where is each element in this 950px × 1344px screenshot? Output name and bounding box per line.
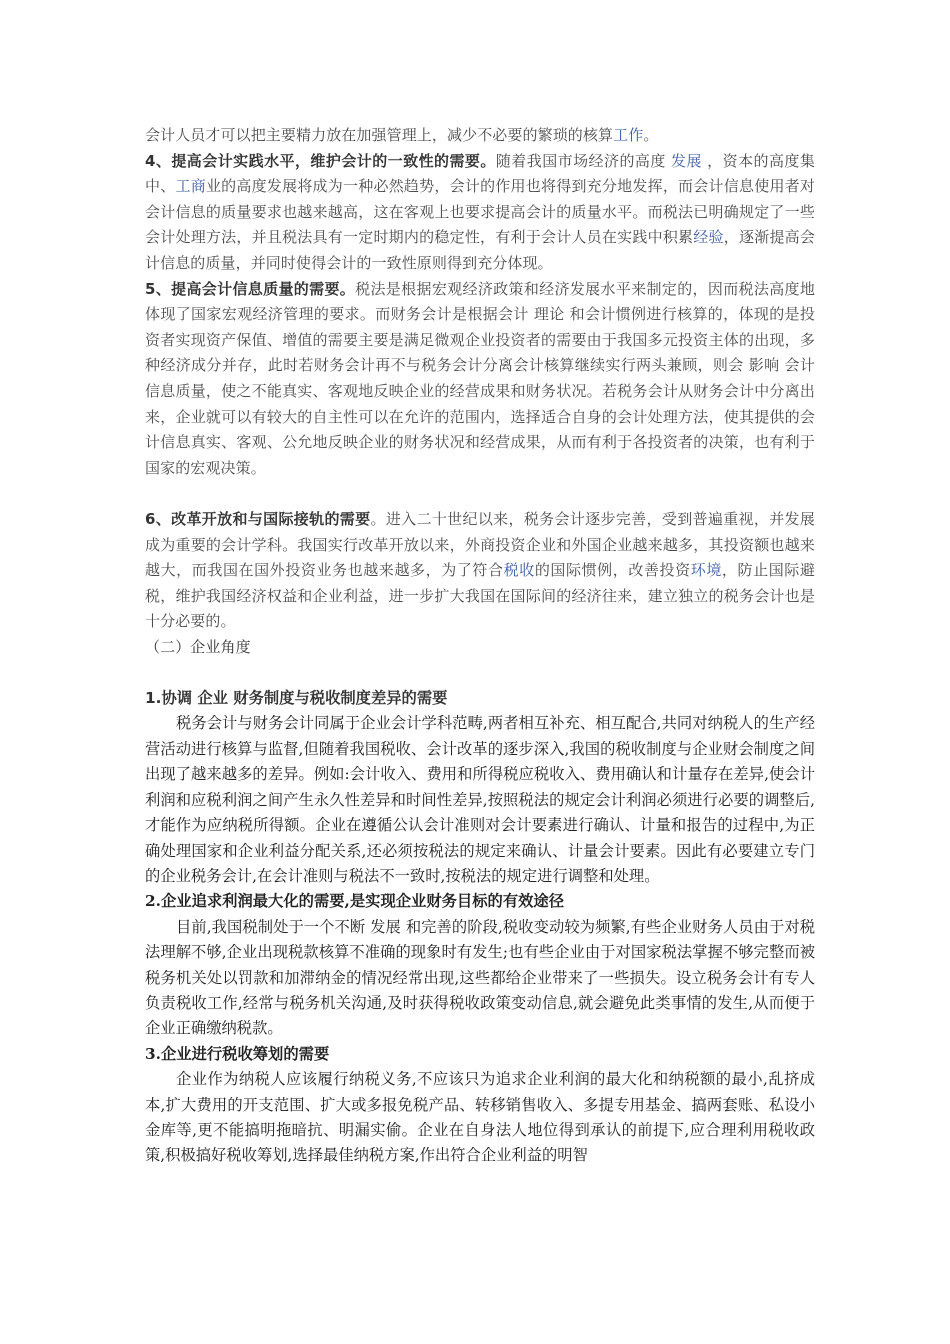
link-experience[interactable]: 经验 (693, 228, 724, 247)
paragraph-point-5: 5、提高会计信息质量的需要。税法是根据宏观经济政策和经济发展水平来制定的，因而税法高度地体现了国家宏观经济管理的要求。而财务会计是根据会计 理论 和会计惯例进行核算的，体现的是投资者实现资产保值、增值的需要主要是满足微观企业投资者的需要由于我国多元投资主体的出现，多种经济成分并存，此时若财务会计再不与税务会计分离会计核算继续实行两头兼顾，则会 影响 会计信息质量，使之不能真实、客观地反映企业的经营成果和财务状况。若税务会计从财务会计中分离出来，企业就可以有较大的自主性可以在允许的范围内，选择适合自身的会计处理方法，使其提供的会计信息真实、客观、公允地反映企业的财务状况和经营成果，从而有利于各投资者的决策，也有利于国家的宏观决策。 (145, 279, 815, 477)
link-development[interactable]: 发展 (671, 151, 702, 170)
link-practice[interactable]: 实践 (233, 151, 265, 170)
paragraph-continuation: 会计人员才可以把主要精力放在加强管理上，减少不必要的繁琐的核算工作。 (145, 126, 659, 144)
heading-1: 1.协调 企业 财务制度与税收制度差异的需要 (145, 689, 448, 708)
link-environment[interactable]: 环境 (690, 561, 722, 580)
document-page (145, 123, 815, 1169)
link-work[interactable]: 工作 (613, 126, 644, 144)
paragraph-point-4: 4、提高会计实践水平，维护会计的一致性的需要。随着我国市场经济的高度 发展 ，资本的高度集中、工商业的高度发展将成为一种必然趋势，会计的作用也将得到充分地发挥，而会计信息使用者对会计信息的质量要求也越来越高，这在客观上也要求提高会计的质量水平。而税法已明确规定了一些会计处理方法，并且税法具有一定时期内的稳定性，有利于会计人员在实践中积累经验，逐渐提高会计信息的质量，并同时使得会计的一致性原则得到充分体现。 (145, 151, 816, 272)
section-enterprise-perspective (145, 686, 815, 1169)
link-taxation[interactable]: 税收 (503, 561, 535, 580)
link-industry[interactable]: 工商 (175, 177, 206, 196)
paragraph-2: 目前,我国税制处于一个不断 发展 和完善的阶段,税收变动较为频繁,有些企业财务人员由于对税法理解不够,企业出现税款核算不准确的现象时有发生;也有些企业由于对国家税法掌握不够完整而被税务机关处以罚款和加滞纳金的情况经常出现,这些都给企业带来了一些损失。设立税务会计有专人负责税收工作,经常与税务机关沟通,及时获得税收政策变动信息,就会避免此类事情的发生,从而便于企业正确缴纳税款。 (145, 917, 815, 1038)
heading-3: 3.企业进行税收筹划的需要 (145, 1044, 330, 1063)
paragraph-point-6: 6、改革开放和与国际接轨的需要。进入二十世纪以来，税务会计逐步完善，受到普遍重视，并发展成为重要的会计学科。我国实行改革开放以来，外商投资企业和外国企业越来越多，其投资额也越来越大，而我国在国外投资业务也越来越多，为了符合税收的国际惯例，改善投资环境，防止国际避税，维护我国经济权益和企业利益，进一步扩大我国在国际间的经济往来，建立独立的税务会计也是十分必要的。 (145, 509, 815, 631)
paragraph-1: 税务会计与财务会计同属于企业会计学科范畴,两者相互补充、相互配合,共同对纳税人的生产经营活动进行核算与监督,但随着我国税收、会计改革的逐步深入,我国的税收制度与企业财会制度之间出现了越来越多的差异。例如:会计收入、费用和所得税应税收入、费用确认和计量存在差异,使会计利润和应税利润之间产生永久性差异和时间性差异,按照税法的规定会计利润必须进行必要的调整后,才能作为应纳税所得额。企业在遵循公认会计准则对会计要素进行确认、计量和报告的过程中,为正确处理国家和企业利益分配关系,还必须按税法的规定来确认、计量会计要素。因此有必要建立专门的企业税务会计,在会计准则与税法不一致时,按税法的规定进行调整和处理。 (145, 714, 815, 885)
subsection-heading: （二）企业角度 (145, 637, 251, 656)
paragraph-3: 企业作为纳税人应该履行纳税义务,不应该只为追求企业利润的最大化和纳税额的最小,乱挤成本,扩大费用的开支范围、扩大或多报免税产品、转移销售收入、多提专用基金、搞两套账、私设小金库等,更不能搞明拖暗抗、明漏实偷。企业在自身法人地位得到承认的前提下,应合理利用税收政策,积极搞好税收筹划,选择最佳纳税方案,作出符合企业利益的明智 (145, 1070, 815, 1165)
section-accounting-need (145, 123, 815, 686)
heading-2: 2.企业追求利润最大化的需要,是实现企业财务目标的有效途径 (145, 892, 565, 911)
